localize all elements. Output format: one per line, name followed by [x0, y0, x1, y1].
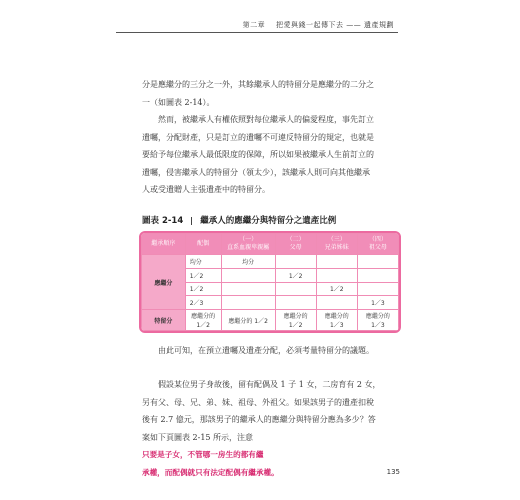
cell [275, 282, 316, 296]
header-num: （三） [327, 236, 346, 243]
header-parents [275, 234, 316, 255]
figure-caption: 繼承人的應繼分與特留分之遺產比例 [200, 216, 337, 226]
header-rule [116, 32, 398, 33]
cell [316, 310, 357, 331]
header-descendants [221, 234, 275, 255]
text-segment: 案如下頁圖表 2-15 所示，注意 [142, 432, 254, 442]
cell: 1／2 [275, 268, 316, 282]
cell [275, 310, 316, 331]
cell [221, 268, 275, 282]
figure-title [142, 214, 336, 226]
cell: 2／3 [185, 296, 221, 310]
text-line: 人或受遺贈人主張遺產中的特留分。 [142, 185, 270, 194]
text-line: 另有父、母、兄、弟、妹、祖母、外祖父。如果該男子的遺產扣稅 [142, 397, 374, 407]
cell-line: 1／2 [196, 322, 210, 329]
cell [357, 282, 398, 296]
cell: 1／2 [316, 282, 357, 296]
header-spouse: 配偶 [185, 234, 221, 255]
paragraph-1 [142, 76, 400, 111]
cell [185, 310, 221, 331]
text-line: 後有 2.7 億元，那該男子的繼承人的應繼分與特留分應為多少？答 [142, 415, 376, 424]
cell: 均分 [185, 255, 221, 269]
header-grandparents [357, 234, 398, 255]
table-row [142, 255, 399, 269]
cell-line: 1／3 [329, 322, 344, 329]
header-label: 祖父母 [368, 244, 387, 251]
row-label-yingji: 應繼分 [142, 255, 186, 310]
paragraph-2 [142, 111, 400, 199]
row-label-teliu: 特留分 [142, 310, 186, 331]
highlighted-text: 承權，而配偶就只有法定配偶有繼承權。 [142, 467, 279, 477]
text-line: 假設某位男子身故後，留有配偶及 1 子 1 女，二房育有 2 女， [158, 380, 381, 389]
cell-line: 1／3 [371, 322, 385, 329]
cell [221, 282, 275, 296]
header-order: 繼承順序 [142, 234, 186, 255]
header-label: 兄弟姊妹 [324, 244, 349, 251]
cell-line: 應繼分的 [283, 313, 308, 320]
cell: 應繼分的 1／2 [221, 310, 275, 331]
text-line: 遺囑，分配財產，只是訂立的遺囑不可違反特留分的規定，也就是 [142, 132, 374, 142]
cell [275, 255, 316, 269]
cell-line: 應繼分的 [324, 313, 349, 320]
cell-line: 應繼分的 [191, 313, 216, 320]
cell-line: 應繼分的 [365, 313, 390, 320]
cell [357, 255, 398, 269]
paragraph-4 [142, 376, 400, 481]
cell: 1／3 [357, 296, 398, 310]
header-num: （二） [286, 236, 305, 243]
text-line: 由此可知，在預立遺囑及遺產分配，必須考量特留分的議題。 [158, 346, 374, 355]
text-line: 然而，被繼承人有權依照對每位繼承人的偏愛程度，事先訂立 [158, 115, 374, 124]
text-line: 分是應繼分的三分之一外，其餘繼承人的特留分是應繼分的二分之 [142, 80, 374, 89]
cell [275, 296, 316, 310]
cell [357, 268, 398, 282]
cell: 1／2 [185, 268, 221, 282]
header-num: （四） [368, 236, 387, 243]
header-num: （一） [239, 236, 258, 243]
cell: 均分 [221, 255, 275, 269]
cell [316, 268, 357, 282]
running-header [243, 20, 394, 30]
header-label: 父母 [289, 244, 302, 251]
cell [357, 310, 398, 331]
text-line: 一（如圖表 2-14）。 [142, 97, 215, 107]
cell [316, 255, 357, 269]
header-siblings [316, 234, 357, 255]
header-label: 直系血親卑親屬 [227, 244, 270, 251]
table-row [142, 310, 399, 331]
text-line [142, 429, 400, 464]
cell [316, 296, 357, 310]
cell: 1／2 [185, 282, 221, 296]
paragraph-3 [142, 342, 400, 360]
chapter-title: 把愛與錢一起傳下去 —— 遺產規劃 [276, 21, 394, 29]
figure-number: 圖表 2-14 [142, 216, 184, 226]
page-number: 135 [386, 468, 400, 476]
chapter-label: 第二章 [242, 21, 266, 29]
cell [221, 296, 275, 310]
title-divider [191, 217, 192, 225]
cell-line: 1／2 [288, 322, 303, 329]
text-line: 遺囑，侵害繼承人的特留分（領太少），該繼承人則可向其他繼承 [142, 167, 370, 177]
highlighted-text: 只要是子女，不管哪一房生的都有繼 [142, 450, 264, 459]
text-line: 要給予每位繼承人最低限度的保障，所以如果被繼承人生前訂立的 [142, 150, 374, 159]
inheritance-table [139, 231, 401, 333]
